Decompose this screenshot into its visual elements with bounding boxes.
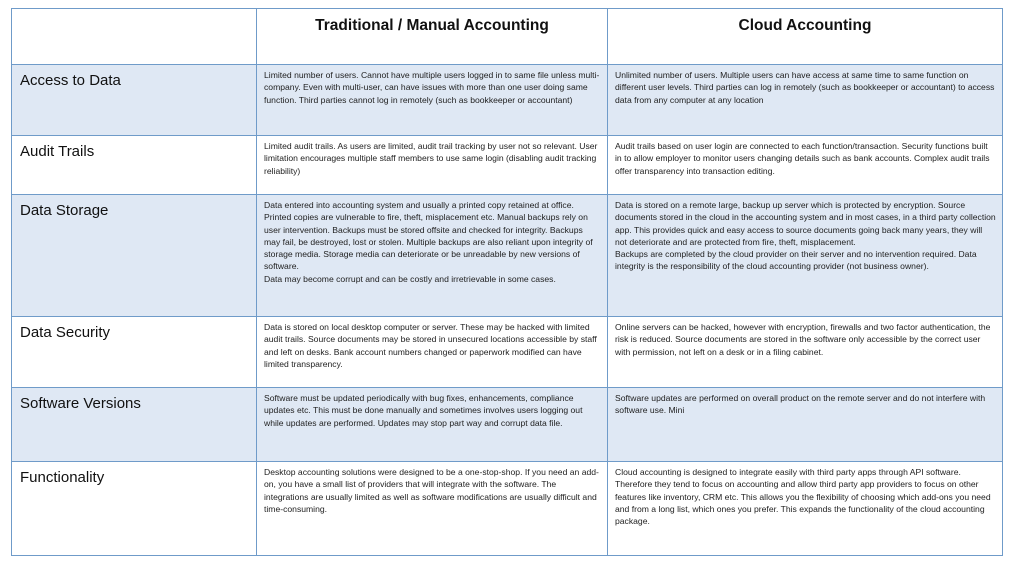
cloud-data-security: Online servers can be hacked, however with encryption, firewalls and two factor authentication, the risk is reduced. Source documents are stored in the software only accessible by the correct user with permission, not left on a desk or in a filing cabinet. <box>608 317 1003 388</box>
traditional-software-versions: Software must be updated periodically with bug fixes, enhancements, compliance updates etc. This must be done manually and sometimes involves users logging out while updates are performed. Updates may stop part way and corrupt data file. <box>257 388 608 462</box>
row-data-security <box>12 317 1003 388</box>
traditional-data-storage-main: Data entered into accounting system and usually a printed copy retained at office. Printed copies are vulnerable to fire, theft, misplacement etc. Manual backups rely on user intervention. Backups must be stored offsite and checked for integrity. Backups may fail, be destroyed, lost or stolen. Multiple backups are also reliant upon integrity of storage media. Storage media can deteriorate or be unreadable by new versions of software. <box>264 200 593 272</box>
cloud-data-storage <box>608 195 1003 317</box>
cloud-data-storage-extra: Backups are completed by the cloud provider on their server and no intervention required. Data integrity is the responsibility of the cloud accounting provider (not business owner). <box>615 249 977 272</box>
header-cloud: Cloud Accounting <box>608 9 1003 65</box>
header-blank-cell <box>12 9 257 65</box>
comparison-table <box>11 8 1003 556</box>
cloud-access-to-data: Unlimited number of users. Multiple users can have access at same time to same function on different user levels. Third parties can log in remotely (such as bookkeeper or accountant) to access data from any computer at any location <box>608 65 1003 136</box>
row-label-functionality: Functionality <box>12 462 257 556</box>
cloud-software-versions: Software updates are performed on overall product on the remote server and do not interfere with software use. Mini <box>608 388 1003 462</box>
cloud-audit-trails: Audit trails based on user login are connected to each function/transaction. Security functions built in to allow employer to monitor users changing details such as bank accounts. Complex audit trails offer transparency into transaction editing. <box>608 136 1003 195</box>
row-label-audit-trails: Audit Trails <box>12 136 257 195</box>
row-audit-trails <box>12 136 1003 195</box>
row-data-storage <box>12 195 1003 317</box>
cloud-data-storage-main: Data is stored on a remote large, backup up server which is protected by encryption. Source documents stored in the cloud in the accounting system and in most cases, in a third party collection app. This provides quick and easy access to source documents going back many years, they will not deteriorate and are protected from fire, theft, misplacement. <box>615 200 996 247</box>
row-software-versions <box>12 388 1003 462</box>
row-functionality <box>12 462 1003 556</box>
row-label-data-security: Data Security <box>12 317 257 388</box>
row-label-software-versions: Software Versions <box>12 388 257 462</box>
traditional-data-storage <box>257 195 608 317</box>
cloud-functionality: Cloud accounting is designed to integrate easily with third party apps through API software. Therefore they tend to focus on accounting and allow third party app providers to focus on other features like inventory, CRM etc. This allows you the flexibility of choosing which add-ons you need and from a long list, which ones you prefer. This expands the functionality of the cloud accounting package. <box>608 462 1003 556</box>
traditional-functionality: Desktop accounting solutions were designed to be a one-stop-shop. If you need an add-on, you have a small list of providers that will integrate with the software. The integrations are usually limited as well as software modifications are usually difficult and time-consuming. <box>257 462 608 556</box>
traditional-access-to-data: Limited number of users. Cannot have multiple users logged in to same file unless multi-company. Even with multi-user, can have issues with more than one user doing same function. Third parties cannot log in remotely (such as bookkeeper or accountant) <box>257 65 608 136</box>
header-row <box>12 9 1003 65</box>
row-access-to-data <box>12 65 1003 136</box>
row-label-data-storage: Data Storage <box>12 195 257 317</box>
row-label-access-to-data: Access to Data <box>12 65 257 136</box>
traditional-data-security: Data is stored on local desktop computer or server. These may be hacked with limited audit trails. Source documents may be stored in unsecured locations accessible by staff and left on desks. Bank account numbers changed or paperwork modified can have limited transparency. <box>257 317 608 388</box>
header-traditional: Traditional / Manual Accounting <box>257 9 608 65</box>
traditional-audit-trails: Limited audit trails. As users are limited, audit trail tracking by user not so relevant. User limitation encourages multiple staff members to use same login (disabling audit tracking reliability) <box>257 136 608 195</box>
traditional-data-storage-extra: Data may become corrupt and can be costly and irretrievable in some cases. <box>264 273 556 284</box>
